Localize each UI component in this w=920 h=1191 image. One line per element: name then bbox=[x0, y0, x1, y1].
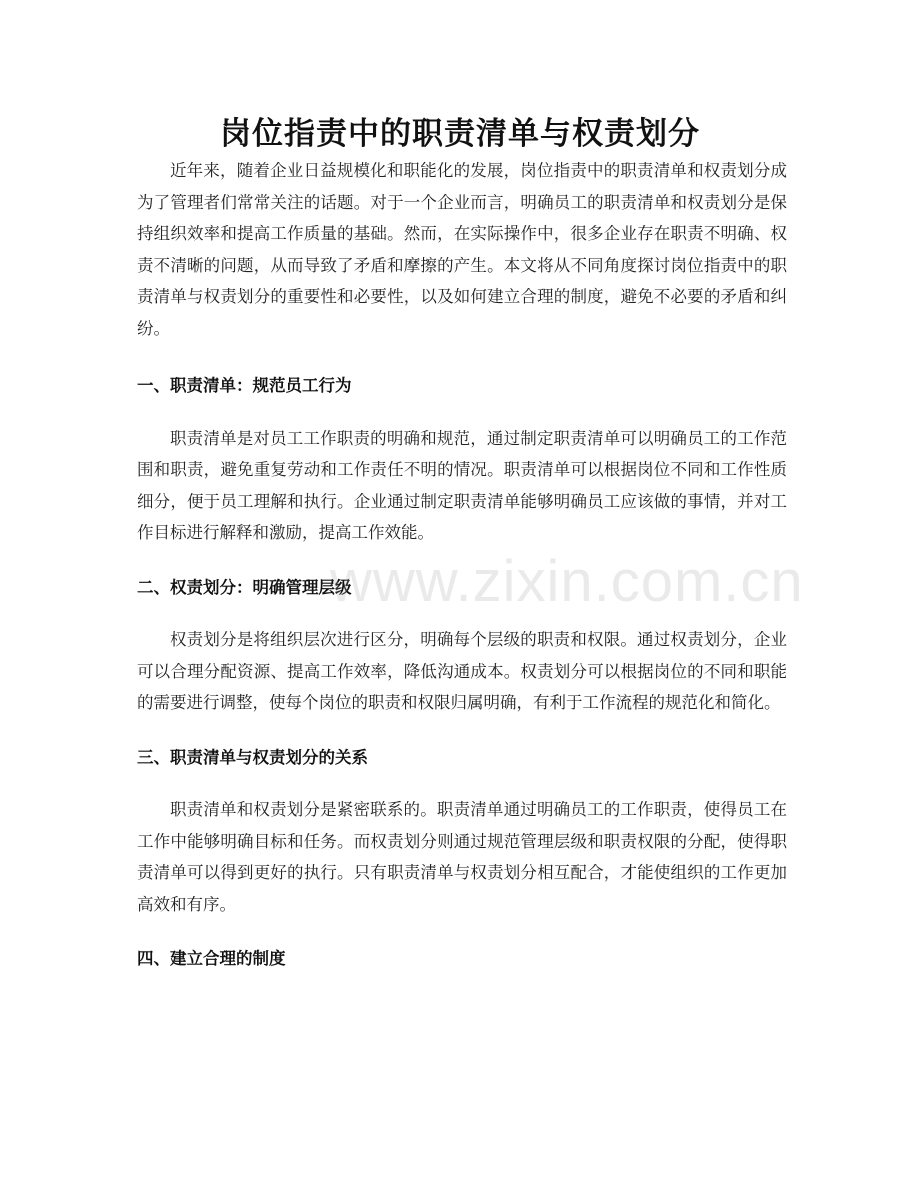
section-paragraph-3: 职责清单和权责划分是紧密联系的。职责清单通过明确员工的工作职责，使得员工在工作中能够明确目标和任务。而权责划分则通过规范管理层级和职责权限的分配，使得职责清单可以得到更好的执行。只有职责清单与权责划分相互配合，才能使组织的工作更加高效和有序。 bbox=[137, 800, 787, 914]
document-title: 岗位指责中的职责清单与权责划分 bbox=[220, 116, 700, 152]
section-heading-3: 三、职责清单与权责划分的关系 bbox=[137, 747, 368, 767]
watermark-text: www.zixin.com.cn bbox=[330, 549, 804, 614]
section-heading-1: 一、职责清单：规范员工行为 bbox=[137, 376, 352, 395]
section-heading-2: 二、权责划分：明确管理层级 bbox=[137, 577, 352, 597]
section-heading-4: 四、建立合理的制度 bbox=[137, 949, 286, 968]
section-paragraph-1: 职责清单是对员工工作职责的明确和规范，通过制定职责清单可以明确员工的工作范围和职责，避免重复劳动和工作责任不明的情况。职责清单可以根据岗位不同和工作性质细分，便于员工理解和执行。企业通过制定职责清单能够明确员工应该做的事情，并对工作目标进行解释和激励，提高工作效能。 bbox=[137, 428, 787, 542]
section-paragraph-2: 权责划分是将组织层次进行区分，明确每个层级的职责和权限。通过权责划分，企业可以合理分配资源、提高工作效率，降低沟通成本。权责划分可以根据岗位的不同和职能的需要进行调整，使每个岗位的职责和权限归属明确，有利于工作流程的规范化和简化。 bbox=[137, 630, 787, 712]
intro-paragraph: 近年来，随着企业日益规模化和职能化的发展，岗位指责中的职责清单和权责划分成为了管理者们常常关注的话题。对于一个企业而言，明确员工的职责清单和权责划分是保持组织效率和提高工作质量的基础。然而，在实际操作中，很多企业存在职责不明确、权责不清晰的问题，从而导致了矛盾和摩擦的产生。本文将从不同角度探讨岗位指责中的职责清单与权责划分的重要性和必要性，以及如何建立合理的制度，避免不必要的矛盾和纠纷。 bbox=[137, 161, 787, 338]
document-body bbox=[137, 150, 787, 975]
